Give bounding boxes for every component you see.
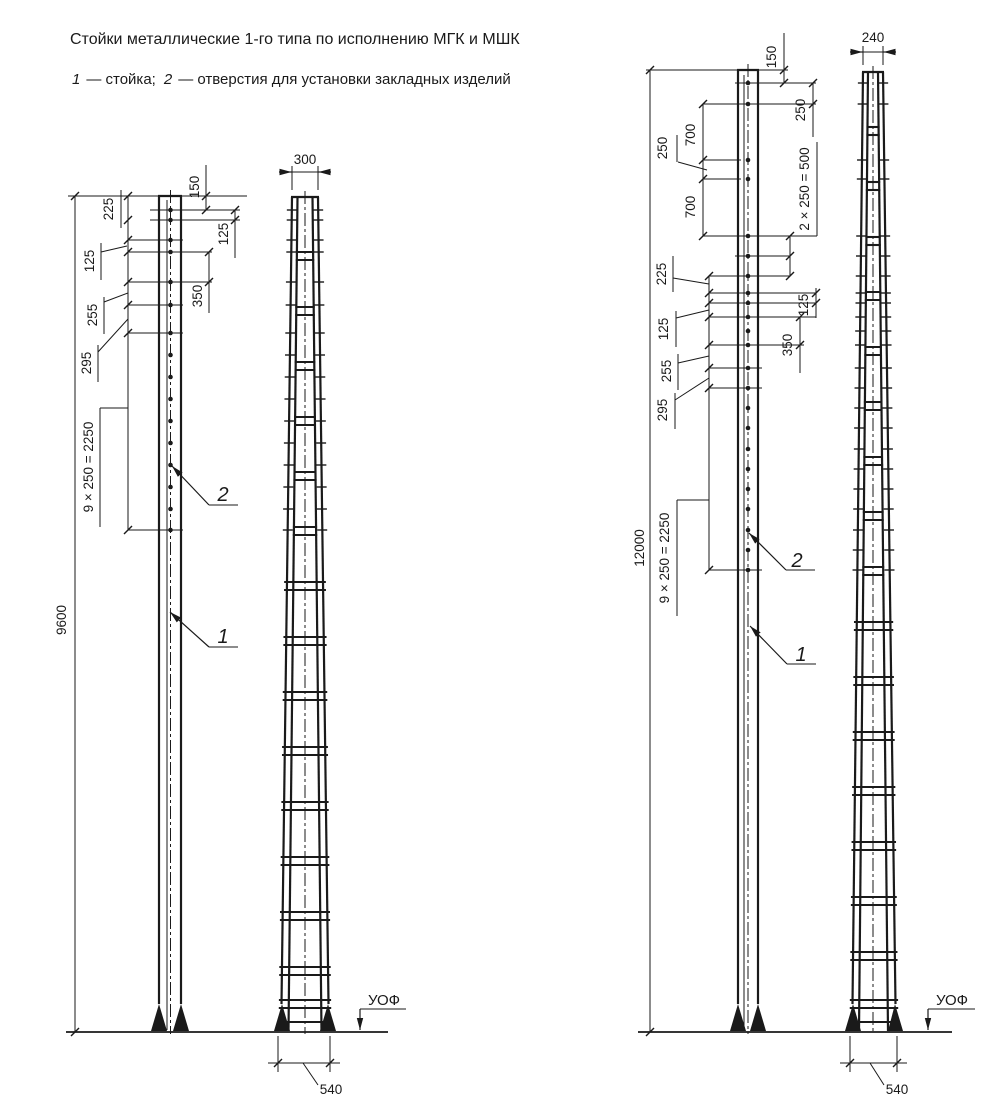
drawing-legend <box>72 71 511 88</box>
dim-base-width-right: 540 <box>885 1082 909 1097</box>
left-pole-side-view-dims <box>294 152 400 1097</box>
dim-255-right-pole: 255 <box>659 359 674 383</box>
callout-holes-left: 2 <box>217 484 229 506</box>
dim-500-chain-right-pole: 2 × 250 = 500 <box>797 147 812 231</box>
dim-700-a: 700 <box>683 123 698 147</box>
legend-item2-num: 2 <box>163 71 173 88</box>
drawing-annotations <box>54 30 968 1097</box>
right-pole-front-view-dims <box>632 46 812 666</box>
dim-holes-chain-right-pole: 9 × 250 = 2250 <box>657 512 672 604</box>
left-pole-front-view-dims <box>54 176 231 648</box>
legend-item1-text: — стойка; <box>86 71 156 88</box>
dim-overall-height-right: 12000 <box>632 529 647 567</box>
legend-item1-num: 1 <box>72 71 81 88</box>
dim-150-right-pole: 150 <box>764 45 779 69</box>
dim-255-left: 255 <box>85 303 100 327</box>
dim-125-left: 125 <box>82 249 97 273</box>
dim-350-right-pole: 350 <box>780 333 795 357</box>
callout-holes-right: 2 <box>791 550 803 572</box>
dim-125-right-right-pole: 125 <box>796 293 811 317</box>
dim-350-left: 350 <box>190 284 205 308</box>
ground-mark-right: УОФ <box>935 992 969 1009</box>
callout-pole-right: 1 <box>795 644 807 666</box>
dim-250-left-right-pole: 250 <box>655 136 670 160</box>
dim-700-b: 700 <box>683 195 698 219</box>
callout-pole-left: 1 <box>217 626 229 648</box>
dim-295-right-pole: 295 <box>655 398 670 422</box>
dim-top-width-right: 240 <box>861 30 885 45</box>
dim-250-right-right-pole: 250 <box>793 98 808 122</box>
dim-overall-height-left: 9600 <box>54 604 69 636</box>
drawing-linework <box>66 33 975 1085</box>
dim-125-left-right-pole: 125 <box>656 317 671 341</box>
dim-top-width-left: 300 <box>293 152 317 167</box>
dim-125-right: 125 <box>216 222 231 246</box>
ground-mark-left: УОФ <box>367 992 401 1009</box>
dim-295-left: 295 <box>79 351 94 375</box>
dim-150-left: 150 <box>187 175 202 199</box>
dim-225-left: 225 <box>101 197 116 221</box>
drawing-title: Стойки металлические 1-го типа по исполнению МГК и МШК <box>70 31 520 48</box>
dim-225-right-pole: 225 <box>654 262 669 286</box>
legend-item2-text: — отверстия для установки закладных изделий <box>178 71 511 88</box>
dim-base-width-left: 540 <box>319 1082 343 1097</box>
dim-holes-chain-left: 9 × 250 = 2250 <box>81 421 96 513</box>
